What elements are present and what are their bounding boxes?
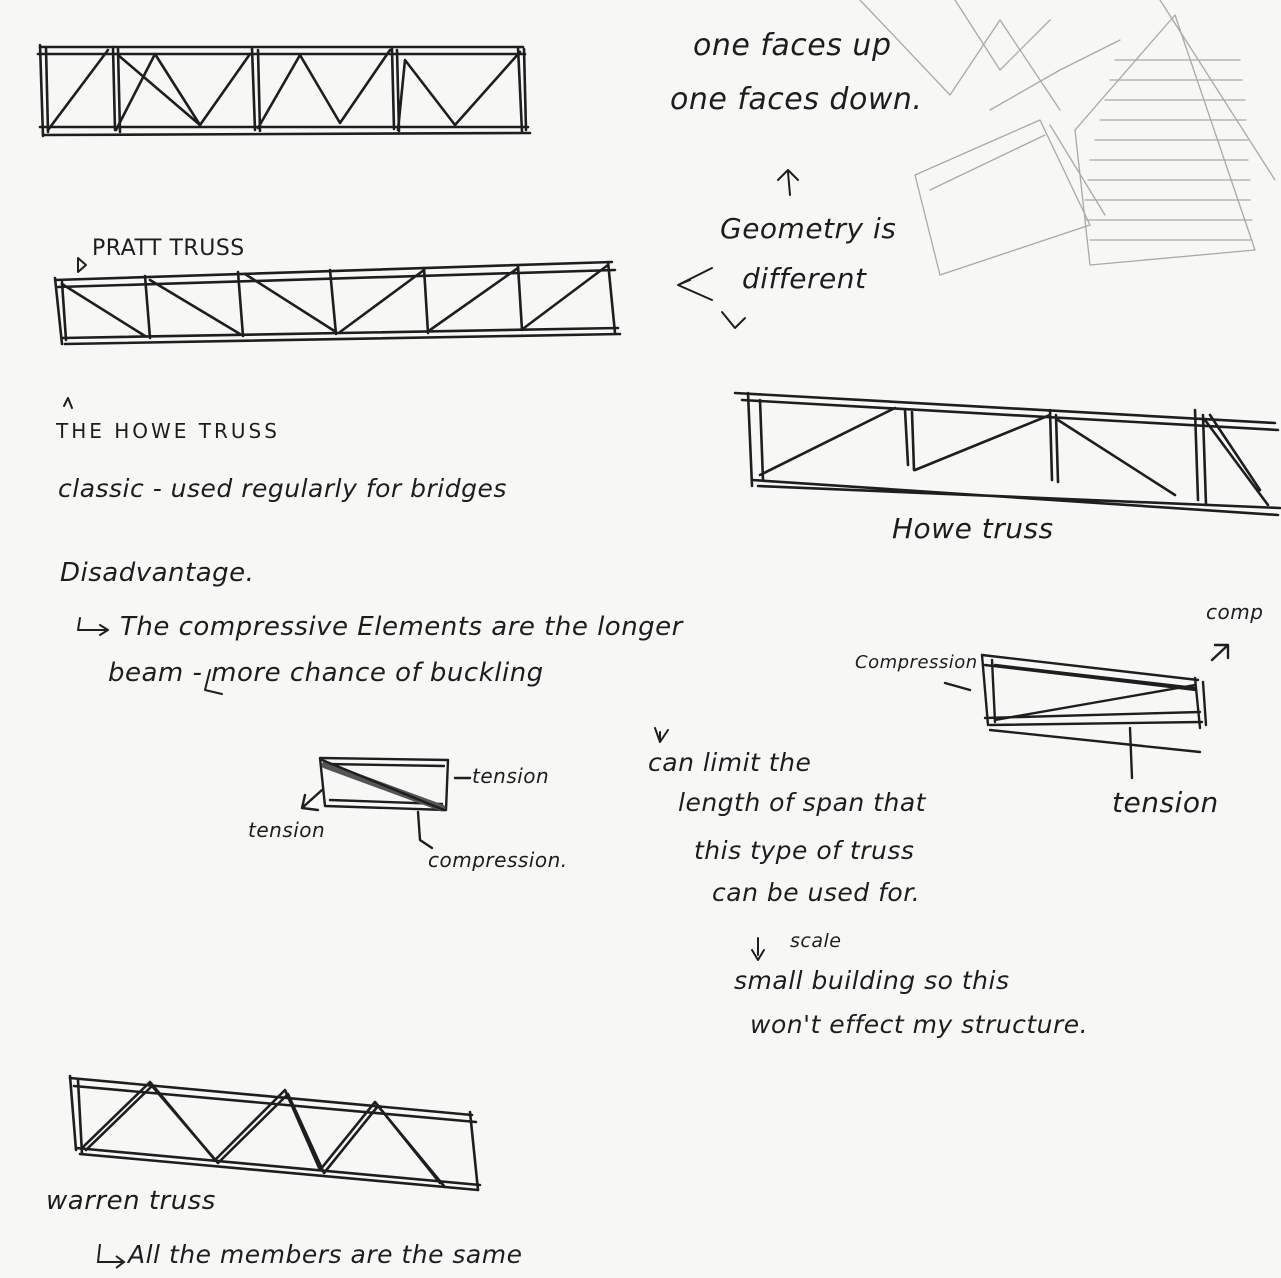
note-limit-line3: this type of truss [694, 836, 915, 865]
note-compressive-line2: beam - more chance of buckling [108, 658, 544, 688]
note-one-faces-down: one faces down. [670, 82, 923, 117]
note-geometry: Geometry is [720, 212, 897, 245]
pratt-truss-drawing [55, 262, 620, 344]
label-tension-right: tension [1112, 786, 1219, 819]
label-comp-right: comp [1206, 600, 1264, 624]
label-compression-right: Compression [855, 652, 978, 673]
note-limit-line2: length of span that [678, 788, 926, 817]
note-limit-line1: can limit the [648, 748, 812, 777]
warren-truss-label: warren truss [46, 1186, 216, 1216]
warren-truss-drawing [70, 1076, 480, 1190]
compression-tension-diagram [945, 645, 1228, 778]
note-one-faces-up: one faces up [693, 28, 892, 63]
howe-truss-caption: THE HOWE TRUSS [56, 419, 280, 443]
note-warren-members: All the members are the same [128, 1240, 523, 1269]
howe-truss-drawing [735, 393, 1280, 515]
howe-truss-label: Howe truss [892, 512, 1054, 545]
note-small-building-line2: won't effect my structure. [750, 1010, 1089, 1039]
note-small-building-line1: small building so this [734, 966, 1010, 995]
label-tension-small-right: tension [472, 764, 550, 788]
arrow-warren-note [92, 1238, 222, 1278]
note-classic: classic - used regularly for bridges [58, 474, 507, 503]
pratt-truss-label: PRATT TRUSS [92, 236, 245, 261]
note-limit-line4: can be used for. [712, 878, 921, 907]
label-compression-small: compression. [428, 848, 568, 872]
note-compressive-line1: The compressive Elements are the longer [120, 612, 683, 642]
note-scale: scale [790, 930, 842, 952]
small-truss-diagram [302, 758, 470, 848]
note-different: different [742, 262, 867, 295]
note-disadvantage: Disadvantage. [60, 558, 255, 588]
label-tension-small-left: tension [248, 818, 326, 842]
top-truss-drawing [38, 45, 530, 136]
pencil-cube-sketch [860, 0, 1275, 275]
